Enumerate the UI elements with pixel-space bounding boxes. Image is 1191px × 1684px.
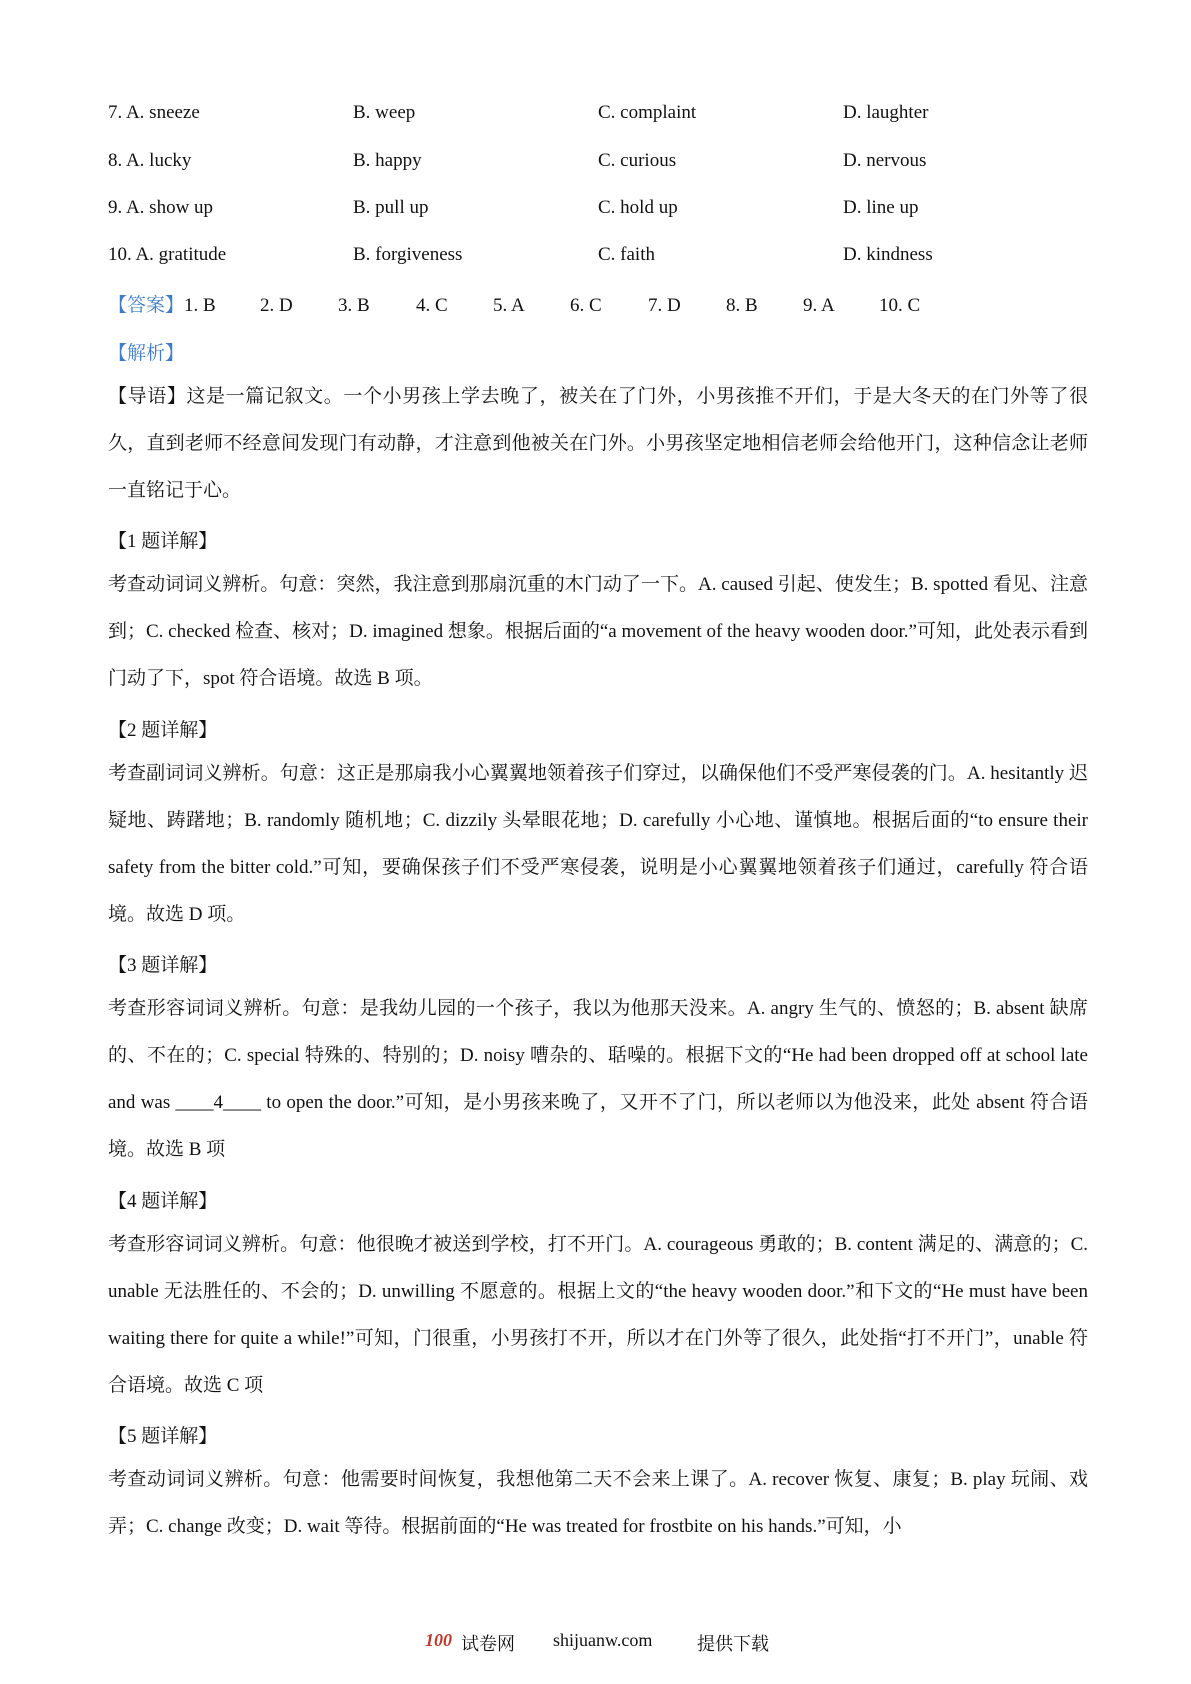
option-row-9	[108, 197, 1088, 227]
answer-item: 10. C	[879, 295, 921, 316]
q3-heading: 【3 题详解】	[108, 955, 218, 976]
q5-heading: 【5 题详解】	[108, 1426, 218, 1447]
option-b: B. forgiveness	[353, 244, 463, 265]
answer-item: 8. B	[726, 295, 758, 316]
option-d: D. kindness	[843, 244, 933, 265]
answer-item: 4. C	[416, 295, 448, 316]
q1-explanation: 考查动词词义辨析。句意：突然，我注意到那扇沉重的木门动了一下。A. caused 引起、使发生；B. spotted 看见、注意到；C. checked 检查、核对；D. imagined 想象。根据后面的“a movement of the heavy wooden door.”可知，此处表示看到门动了下，spot 符合语境。故选 B 项。	[108, 574, 1088, 689]
intro-paragraph: 【导语】这是一篇记叙文。一个小男孩上学去晚了，被关在了门外，小男孩推不开们，于是大冬天的在门外等了很久，直到老师不经意间发现门有动静，才注意到他被关在门外。小男孩坚定地相信老师会给他开门，这种信念让老师一直铭记于心。	[108, 386, 1088, 501]
option-a: 7. A. sneeze	[108, 102, 200, 123]
option-c: C. complaint	[598, 102, 697, 123]
answer-key	[108, 290, 920, 317]
answer-item: 7. D	[648, 295, 681, 316]
q2-explanation: 考查副词词义辨析。句意：这正是那扇我小心翼翼地领着孩子们穿过，以确保他们不受严寒侵袭的门。A. hesitantly 迟疑地、踌躇地；B. randomly 随机地；C. dizzily 头晕眼花地；D. carefully 小心地、谨慎地。根据后面的“to ensure their safety from the bitter cold.”可知，要确保孩子们不受严寒侵袭，说明是小心翼翼地领着孩子们通过，carefully 符合语境。故选 D 项。	[108, 763, 1088, 925]
site-logo: 100	[425, 1630, 452, 1650]
answer-item: 6. C	[570, 295, 602, 316]
download-note: 提供下载	[697, 1634, 769, 1654]
answer-item: 5. A	[493, 295, 525, 316]
option-d: D. nervous	[843, 150, 927, 171]
page-footer	[0, 1630, 1191, 1660]
answer-item: 3. B	[338, 295, 370, 316]
q4-heading: 【4 题详解】	[108, 1191, 218, 1212]
option-row-10	[108, 244, 1088, 274]
site-url[interactable]: shijuanw.com	[553, 1630, 653, 1650]
q3-explanation: 考查形容词词义辨析。句意：是我幼儿园的一个孩子，我以为他那天没来。A. angry 生气的、愤怒的；B. absent 缺席的、不在的；C. special 特殊的、特别的；D. noisy 嘈杂的、聒噪的。根据下文的“He had been dropped off at school late and was ____4____ to open the door.”可知，是小男孩来晚了，又开不了门，所以老师以为他没来，此处 absent 符合语境。故选 B 项	[108, 998, 1088, 1160]
option-b: B. pull up	[353, 197, 429, 218]
site-name: 试卷网	[461, 1634, 515, 1654]
option-b: B. happy	[353, 150, 422, 171]
q2-heading: 【2 题详解】	[108, 720, 218, 741]
q4-explanation: 考查形容词词义辨析。句意：他很晚才被送到学校，打不开门。A. courageous 勇敢的；B. content 满足的、满意的；C. unable 无法胜任的、不会的；D. unwilling 不愿意的。根据上文的“the heavy wooden door.”和下文的“He must have been waiting there for quite a while!”可知，门很重，小男孩打不开，所以才在门外等了很久，此处指“打不开门”，unable 符合语境。故选 C 项	[108, 1234, 1088, 1396]
option-row-7	[108, 102, 1088, 132]
option-c: C. faith	[598, 244, 655, 265]
option-a: 8. A. lucky	[108, 150, 192, 171]
option-d: D. laughter	[843, 102, 929, 123]
q1-heading: 【1 题详解】	[108, 531, 218, 552]
option-d: D. line up	[843, 197, 919, 218]
answer-item: 2. D	[260, 295, 293, 316]
answer-item: 1. B	[184, 295, 216, 316]
answer-item: 9. A	[803, 295, 835, 316]
q5-explanation: 考查动词词义辨析。句意：他需要时间恢复，我想他第二天不会来上课了。A. recover 恢复、康复；B. play 玩闹、戏弄；C. change 改变；D. wait 等待。根据前面的“He was treated for frostbite on his hands.”可知，小	[108, 1469, 1088, 1537]
option-a: 10. A. gratitude	[108, 244, 227, 265]
option-c: C. curious	[598, 150, 677, 171]
option-c: C. hold up	[598, 197, 678, 218]
option-b: B. weep	[353, 102, 416, 123]
option-row-8	[108, 150, 1088, 180]
option-a: 9. A. show up	[108, 197, 214, 218]
answer-tag: 【答案】	[108, 295, 185, 316]
analysis-tag: 【解析】	[108, 343, 185, 364]
